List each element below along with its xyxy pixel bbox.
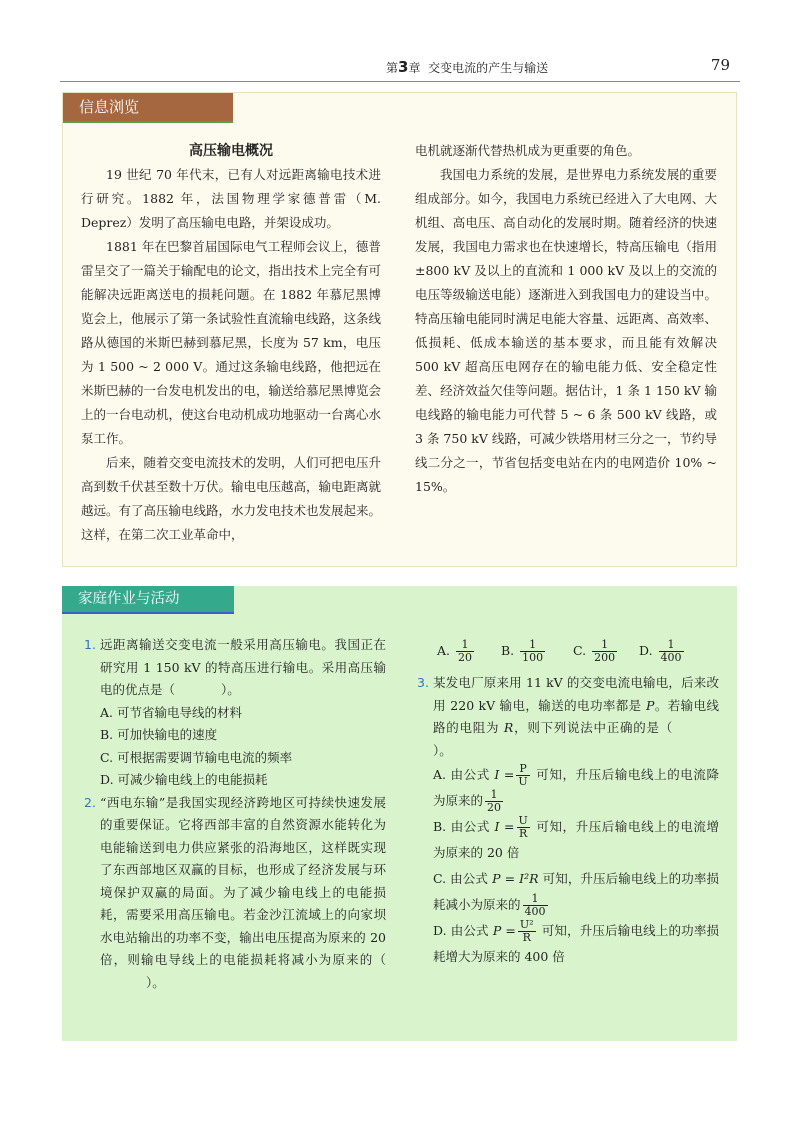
page-number: 79 [710, 56, 730, 74]
info-label-underline [63, 121, 233, 123]
q3-option-c: C. 由公式 P = I²R 可知，升压后输电线上的功率损耗减小为原来的 $\frac{1}{400}$ [433, 871, 720, 918]
choice-d: D. $\frac{1}{400}$ [639, 638, 682, 664]
homework-left-column [84, 634, 386, 994]
choice-c: C. $\frac{1}{200}$ [573, 638, 616, 664]
variable-p: P [646, 697, 655, 713]
chapter-number: 3 [398, 58, 409, 76]
variable-r: R [503, 720, 514, 735]
option: D. 可减少输电线上的电能损耗 [100, 772, 268, 787]
option: C. 可根据需要调节输电电流的频率 [100, 749, 293, 765]
homework-label: 家庭作业与活动 [62, 586, 234, 612]
option: A. 可节省输电导线的材料 [100, 704, 242, 720]
question-number: 3. [417, 675, 429, 690]
chapter-prefix: 第 [386, 61, 399, 75]
choice-a: A. $\frac{1}{20}$ [437, 638, 472, 664]
info-paragraph: 后来，随着交变电流技术的发明，人们可把电压升高到数千伏甚至数十万伏。输电电压越高，输电距离就越远。有了高压输电线路，水力发电技术也发展起来。这样，在第二次工业革命中， [81, 455, 382, 542]
homework-label-underline [62, 612, 234, 614]
info-label: 信息浏览 [63, 93, 233, 121]
question-number: 1. [84, 637, 96, 652]
question-stem: 。若输电线路的电阻为 [433, 697, 719, 735]
question-1 [84, 634, 386, 702]
q3-option-d: D. 由公式 P = $\frac{\text{U²}}{R}$ 可知，升压后输电线上的功率损耗增大为原来的 400 倍 [433, 918, 719, 964]
homework-right-column [417, 634, 719, 970]
option: B. 可加快输电的速度 [100, 727, 218, 742]
article-title: 高压输电概况 [189, 143, 273, 159]
chapter-suffix: 章 [408, 61, 421, 75]
info-left-column [81, 139, 381, 547]
info-right-column [415, 139, 717, 499]
info-box [62, 92, 737, 567]
q2-choices [421, 634, 719, 668]
choice-b: B. $\frac{1}{100}$ [501, 638, 544, 664]
question-stem: 某发电厂原来用 11 kV 的交变电流电输电，后来改用 220 kV 输电，输送的电功率都是 [433, 675, 719, 713]
question-stem-end: ）。 [146, 974, 165, 990]
homework-box [62, 586, 737, 1041]
q3-option-b: B. 由公式 I = $\frac{U}{R}$ 可知，升压后输电线上的电流增为原来的 20 倍 [433, 814, 720, 860]
question-stem-end: ）。 [433, 742, 452, 758]
question-number: 2. [84, 794, 96, 810]
q3-option-a: A. 由公式 I = $\frac{P}{U}$ 可知，升压后输电线上的电流降为原来的 $\frac{1}{20}$ [433, 762, 719, 814]
question-stem-end: ）。 [221, 682, 240, 697]
question-stem: 远距离输送交变电流一般采用高压输电。我国正在研究用 1 150 kV 的特高压进行输电。采用高压输电的优点是（ [100, 637, 386, 697]
info-paragraph: 19 世纪 70 年代末，已有人对远距离输电技术进行研究。1882 年，法国物理学家德普雷（M. Deprez）发明了高压输电电路，并架设成功。 [81, 167, 381, 230]
question-stem: “西电东输”是我国实现经济跨地区可持续快速发展的重要保证。它将西部丰富的自然资源水能转化为电能输送到电力供应紧张的沿海地区，这样既实现了东西部地区双赢的目标，也形成了经济发展与环境保护双赢的局面。为了减少输电线上的电能损耗，需要采用高压输电。若金沙江流域上的向家坝水电站输出的功率不变，输出电压提高为原来的 20 倍，则输电导线上的电能损耗将减小为原来的（ [100, 794, 386, 967]
question-3 [417, 672, 719, 762]
question-stem: ，则下列说法中正确的是（ [513, 720, 673, 735]
header-rule [60, 81, 740, 82]
info-paragraph: 电机就逐渐代替热机成为更重要的角色。 [415, 143, 641, 158]
chapter-title: 交变电流的产生与输送 [428, 61, 549, 75]
info-paragraph: 我国电力系统的发展，是世界电力系统发展的重要组成部分。如今，我国电力系统已经进入了大电网、大机组、高电压、高自动化的发展时期。随着经济的快速发展，我国电力需求也在快速增长，特高压输电（指用 ±800 kV 及以上的直流和 1 000 kV 及以上的交流的电压等级输送电能）逐渐进入到我国电力的建设当中。特高压输电能同时满足电能大容量、远距离、高效率、低损耗、低成本输送的基本要求，而且能有效解决 500 kV 超高压电网存在的输电能力低、安全稳定性差、经济效益欠佳等问题。据估计，1 条 1 150 kV 输电线路的输电能力可代替 5 ~ 6 条 500 kV 线路，或 3 条 750 kV 线路，可减少铁塔用材三分之一，节约导线二分之一，节省包括变电站在内的电网造价 10% ~ 15%。 [415, 167, 717, 494]
page-header [60, 52, 740, 82]
chapter-heading [386, 58, 548, 76]
question-2 [84, 792, 386, 995]
info-paragraph: 1881 年在巴黎首届国际电气工程师会议上，德普雷呈交了一篇关于输配电的论文，指出技术上完全有可能解决远距离送电的损耗问题。在 1882 年慕尼黑博览会上，他展示了第一条试验性直流输电线路，这条线路从德国的米斯巴赫到慕尼黑，长度为 57 km，电压为 1 500 ~ 2 000 V。通过这条输电线路，他把远在米斯巴赫的一台发电机发出的电，输送给慕尼黑博览会上的一台电动机，使这台电动机成功地驱动一台离心水泵工作。 [81, 239, 382, 446]
